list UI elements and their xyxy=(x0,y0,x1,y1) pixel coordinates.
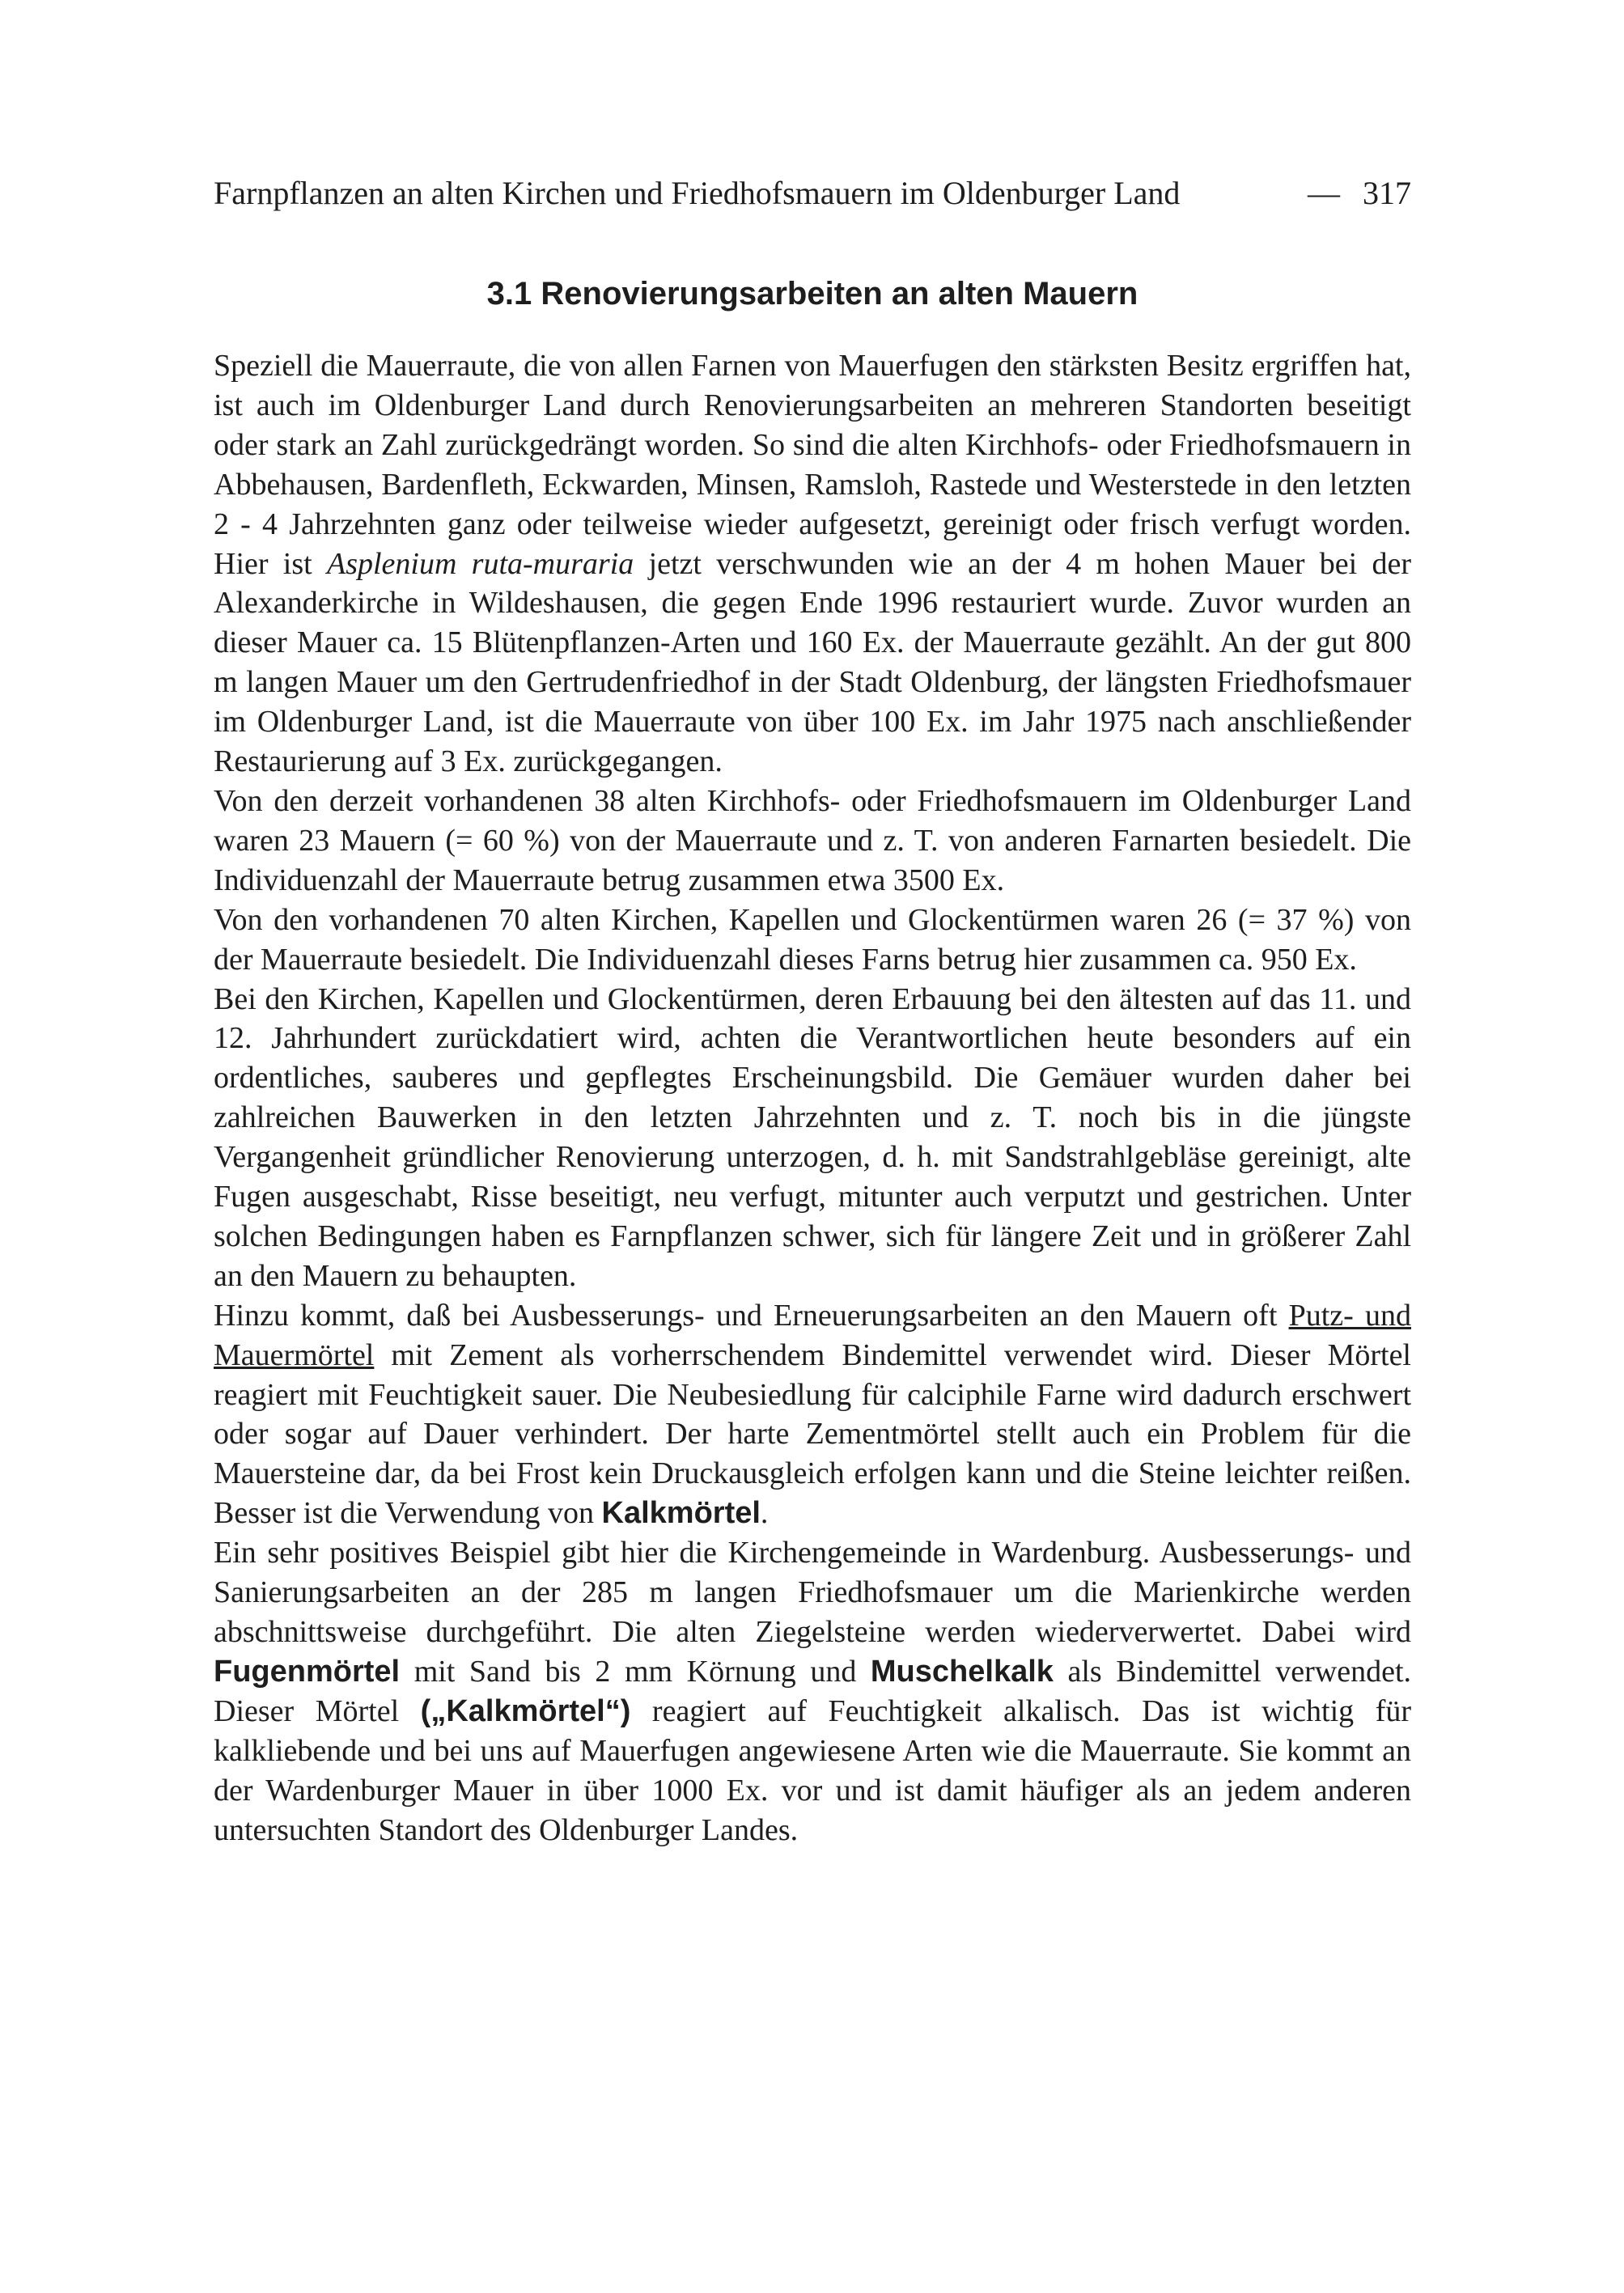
paragraph-6 xyxy=(214,1533,1411,1850)
section-heading: 3.1 Renovierungsarbeiten an alten Mauern xyxy=(486,276,1138,312)
paragraph-2: Von den derzeit vorhandenen 38 alten Kirchhofs- oder Friedhofsmauern im Oldenburger Land waren 23 Mauern (= 60 %) von der Mauerraute und z. T. von anderen Farnarten besiedelt. Die Individuenzahl der Mauerraute betrug zusammen etwa 3500 Ex. xyxy=(214,783,1411,897)
paragraph-4: Bei den Kirchen, Kapellen und Glockentürmen, deren Erbauung bei den ältesten auf das 11. und 12. Jahrhundert zurückdatiert wird, achten die Verantwortlichen heute besonders auf ein ordentliches, sauberes und gepflegtes Erscheinungsbild. Die Gemäuer wurden daher bei zahlreichen Bauwerken in den letzten Jahrzehnten und z. T. noch bis in die jüngste Vergangenheit gründlicher Renovierung unterzogen, d. h. mit Sandstrahlgebläse gereinigt, alte Fugen ausgeschabt, Risse beseitigt, neu verfugt, mitunter auch verputzt und gestrichen. Unter solchen Bedingungen haben es Farnpflanzen schwer, sich für längere Zeit und in größerer Zahl an den Mauern zu behaupten. xyxy=(214,981,1411,1293)
bold-term-muschelkalk: Muschelkalk xyxy=(870,1654,1054,1689)
species-name: Asplenium ruta-muraria xyxy=(326,546,634,581)
paragraph-1 xyxy=(214,346,1411,782)
paragraph-5-text-c: . xyxy=(760,1496,769,1531)
paragraph-6-text-b: mit Sand bis 2 mm Körnung und xyxy=(400,1654,871,1689)
paragraph-6-text-d: reagiert auf Feuchtigkeit alkalisch. Das ist wichtig für kalkliebende und bei uns auf Mauerfugen angewiesene Arten wie die Mauerraute. Sie kommt an der Wardenburger Mauer in über 1000 Ex. vor und ist damit häufiger als an jedem anderen untersuchten Standort des Oldenburger Landes. xyxy=(214,1693,1411,1847)
running-title: Farnpflanzen an alten Kirchen und Friedhofsmauern im Oldenburger Land xyxy=(214,175,1181,211)
underlined-term: Putz- und Mauermörtel xyxy=(214,1298,1411,1372)
paragraph-6-text-a: Ein sehr positives Beispiel gibt hier die Kirchengemeinde in Wardenburg. Ausbesserungs- und Sanierungsarbeiten an der 285 m langen Friedhofsmauer um die Marienkirche werden abschnittsweise durchgeführt. Die alten Ziegelsteine werden wiederverwertet. Dabei wird xyxy=(214,1536,1411,1649)
body-text xyxy=(214,346,1411,1850)
bold-term-kalkmoertel-quoted: („Kalkmörtel“) xyxy=(420,1693,631,1728)
bold-term-fugenmoertel: Fugenmörtel xyxy=(214,1654,401,1689)
page-number: 317 xyxy=(1363,175,1411,211)
header-dash: — xyxy=(1308,175,1340,211)
page-number-group xyxy=(1285,171,1411,216)
paragraph-1-text-a: Speziell die Mauerraute, die von allen Farnen von Mauerfugen den stärksten Besitz ergriffen hat, ist auch im Oldenburger Land durch Renovierungsarbeiten an mehreren Standorten beseitigt oder stark an Zahl zurückgedrängt worden. So sind die alten Kirchhofs- oder Friedhofsmauern in Abbehausen, Bardenfleth, Eckwarden, Minsen, Ramsloh, Rastede und Westerstede in den letzten 2 - 4 Jahrzehnten ganz oder teilweise wieder aufgesetzt, gereinigt oder frisch verfugt worden. Hier ist xyxy=(214,349,1411,581)
paragraph-5 xyxy=(214,1296,1411,1533)
paragraph-1-text-b: jetzt verschwunden wie an der 4 m hohen Mauer bei der Alexanderkirche in Wildeshausen, die gegen Ende 1996 restauriert wurde. Zuvor wurden an dieser Mauer ca. 15 Blütenpflanzen-Arten und 160 Ex. der Mauerraute gezählt. An der gut 800 m langen Mauer um den Gertrudenfriedhof in der Stadt Oldenburg, der längsten Friedhofsmauer im Oldenburger Land, ist die Mauerraute von über 100 Ex. im Jahr 1975 nach anschließender Restaurierung auf 3 Ex. zurückgegangen. xyxy=(214,546,1411,779)
paragraph-6-text-c: als Bindemittel verwendet. Dieser Mörtel xyxy=(214,1654,1411,1728)
paragraph-3: Von den vorhandenen 70 alten Kirchen, Kapellen und Glockentürmen waren 26 (= 37 %) von der Mauerraute besiedelt. Die Individuenzahl dieses Farns betrug hier zusammen ca. 950 Ex. xyxy=(214,902,1411,977)
paragraph-5-text-a: Hinzu kommt, daß bei Ausbesserungs- und Erneuerungsarbeiten an den Mauern oft xyxy=(214,1298,1289,1333)
paragraph-5-text-b: mit Zement als vorherrschendem Bindemittel verwendet wird. Dieser Mörtel reagiert mit Feuchtigkeit sauer. Die Neubesiedlung für calciphile Farne wird dadurch erschwert oder sogar auf Dauer verhindert. Der harte Zementmörtel stellt auch ein Problem für die Mauersteine dar, da bei Frost kein Druckausgleich erfolgen kann und die Steine leichter reißen. Besser ist die Verwendung von xyxy=(214,1337,1411,1531)
bold-term-kalkmoertel: Kalkmörtel xyxy=(601,1496,761,1531)
running-header xyxy=(214,171,1411,216)
